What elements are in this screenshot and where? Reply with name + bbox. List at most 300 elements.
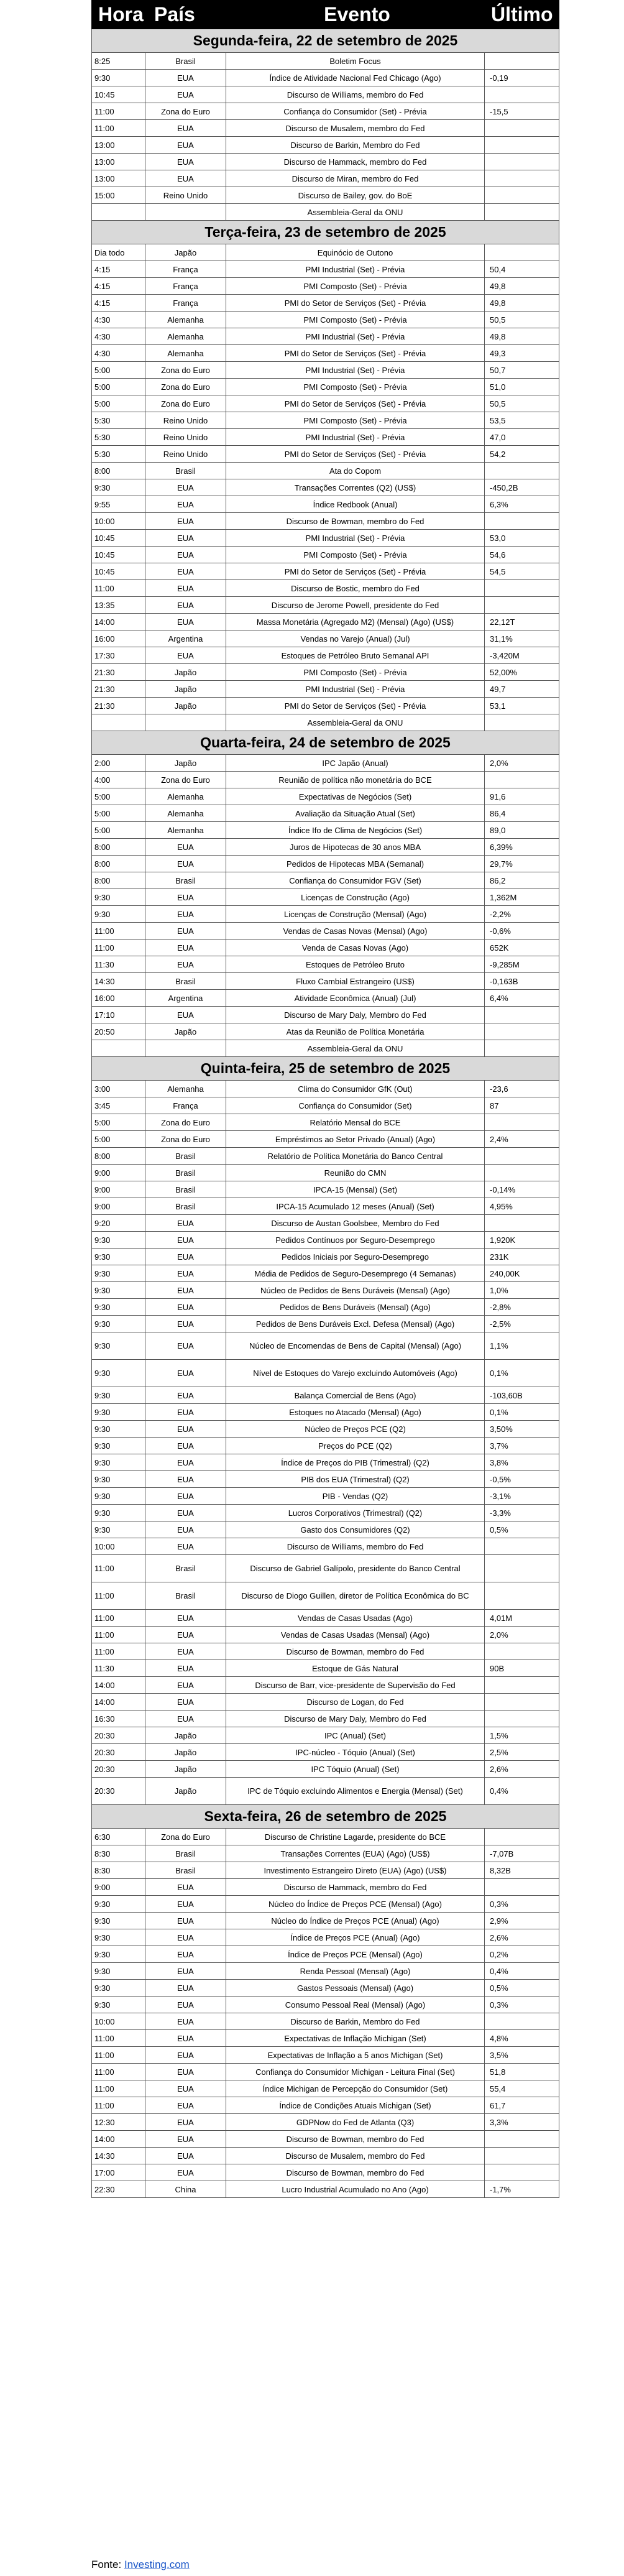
event-country: Brasil [145, 1862, 226, 1879]
event-row [92, 939, 559, 956]
event-row [92, 1040, 559, 1057]
event-row [92, 2164, 559, 2181]
event-name: IPCA-15 (Mensal) (Set) [226, 1181, 485, 1198]
event-row [92, 2148, 559, 2164]
economic-calendar-table [91, 0, 559, 2198]
event-name: PMI Industrial (Set) - Prévia [226, 429, 485, 446]
event-time: 17:10 [92, 1007, 145, 1023]
event-time [92, 204, 145, 221]
event-name: PMI Composto (Set) - Prévia [226, 664, 485, 681]
event-last-value: 49,7 [485, 681, 559, 698]
event-time: 4:30 [92, 312, 145, 328]
event-row [92, 204, 559, 221]
event-country: EUA [145, 1610, 226, 1627]
event-name: Transações Correntes (Q2) (US$) [226, 479, 485, 496]
event-country: Japão [145, 1761, 226, 1778]
event-last-value: 2,6% [485, 1761, 559, 1778]
event-last-value [485, 1677, 559, 1694]
event-row [92, 2114, 559, 2131]
event-time: 8:00 [92, 856, 145, 872]
event-time: 11:00 [92, 939, 145, 956]
event-name: Assembleia-Geral da ONU [226, 714, 485, 731]
event-time: 13:35 [92, 597, 145, 614]
event-time: 5:30 [92, 446, 145, 463]
event-row [92, 312, 559, 328]
event-row [92, 1555, 559, 1582]
event-last-value: 51,8 [485, 2064, 559, 2080]
event-last-value: 0,4% [485, 1963, 559, 1980]
event-time: 3:45 [92, 1097, 145, 1114]
event-country: EUA [145, 1265, 226, 1282]
event-name: Núcleo do Índice de Preços PCE (Anual) (Ago) [226, 1913, 485, 1929]
event-country: EUA [145, 170, 226, 187]
event-time: 11:00 [92, 1627, 145, 1643]
event-last-value [485, 580, 559, 597]
event-country: Japão [145, 755, 226, 772]
event-row [92, 1778, 559, 1805]
event-last-value [485, 1710, 559, 1727]
event-time: 3:00 [92, 1081, 145, 1097]
event-last-value: 31,1% [485, 630, 559, 647]
event-row [92, 2131, 559, 2148]
event-last-value: 89,0 [485, 822, 559, 839]
event-row [92, 429, 559, 446]
event-name: Núcleo de Preços PCE (Q2) [226, 1421, 485, 1438]
event-last-value: 3,50% [485, 1421, 559, 1438]
event-row [92, 664, 559, 681]
event-country: Alemanha [145, 788, 226, 805]
event-last-value: -0,14% [485, 1181, 559, 1198]
event-last-value: -2,2% [485, 906, 559, 923]
event-last-value [485, 137, 559, 154]
event-last-value [485, 2164, 559, 2181]
event-name: Discurso de Bowman, membro do Fed [226, 513, 485, 530]
event-time: 6:30 [92, 1829, 145, 1845]
event-row [92, 822, 559, 839]
event-country: Alemanha [145, 1081, 226, 1097]
event-row [92, 872, 559, 889]
event-name: Discurso de Musalem, membro do Fed [226, 120, 485, 137]
event-country [145, 1040, 226, 1057]
event-row [92, 1215, 559, 1232]
event-time: 8:00 [92, 839, 145, 856]
event-name: PMI Industrial (Set) - Prévia [226, 530, 485, 547]
event-name: Pedidos de Hipotecas MBA (Semanal) [226, 856, 485, 872]
event-row [92, 772, 559, 788]
event-row [92, 1627, 559, 1643]
event-name: Discurso de Bowman, membro do Fed [226, 1643, 485, 1660]
event-last-value [485, 714, 559, 731]
event-time: 5:00 [92, 1114, 145, 1131]
event-country: EUA [145, 1387, 226, 1404]
event-row [92, 1198, 559, 1215]
event-country: França [145, 278, 226, 295]
event-row [92, 2030, 559, 2047]
event-last-value: 49,8 [485, 278, 559, 295]
event-name: Discurso de Bowman, membro do Fed [226, 2131, 485, 2148]
event-last-value: 51,0 [485, 379, 559, 395]
event-time: 9:30 [92, 1521, 145, 1538]
event-time: 14:30 [92, 973, 145, 990]
event-row [92, 1332, 559, 1360]
event-row [92, 2097, 559, 2114]
event-name: Discurso de Barkin, Membro do Fed [226, 2013, 485, 2030]
event-time: 14:00 [92, 2131, 145, 2148]
event-name: Discurso de Barr, vice-presidente de Supervisão do Fed [226, 1677, 485, 1694]
event-name: Preços do PCE (Q2) [226, 1438, 485, 1454]
day-title: Terça-feira, 23 de setembro de 2025 [92, 221, 559, 244]
event-country: EUA [145, 1232, 226, 1249]
event-time: 9:30 [92, 1471, 145, 1488]
event-last-value: -15,5 [485, 103, 559, 120]
event-row [92, 990, 559, 1007]
event-row [92, 580, 559, 597]
event-row [92, 295, 559, 312]
event-time: 13:00 [92, 154, 145, 170]
event-last-value: 1,1% [485, 1332, 559, 1360]
event-time: 20:50 [92, 1023, 145, 1040]
event-row [92, 530, 559, 547]
event-name: Discurso de Miran, membro do Fed [226, 170, 485, 187]
event-country: EUA [145, 86, 226, 103]
event-time: 14:00 [92, 614, 145, 630]
event-time: 5:00 [92, 1131, 145, 1148]
event-row [92, 137, 559, 154]
event-time: 9:30 [92, 1299, 145, 1316]
event-row [92, 1181, 559, 1198]
event-row [92, 103, 559, 120]
event-last-value: 29,7% [485, 856, 559, 872]
event-time: 11:00 [92, 2030, 145, 2047]
event-last-value: 1,920K [485, 1232, 559, 1249]
event-last-value [485, 1555, 559, 1582]
event-name: Atas da Reunião de Política Monetária [226, 1023, 485, 1040]
event-time: 10:45 [92, 547, 145, 563]
event-row [92, 1007, 559, 1023]
event-last-value: 53,1 [485, 698, 559, 714]
event-last-value: 22,12T [485, 614, 559, 630]
event-last-value: 54,6 [485, 547, 559, 563]
event-name: PMI Composto (Set) - Prévia [226, 379, 485, 395]
event-name: Discurso de Diogo Guillen, diretor de Política Econômica do BC [226, 1582, 485, 1610]
event-row [92, 1471, 559, 1488]
event-time: 9:30 [92, 1360, 145, 1387]
event-name: Discurso de Bailey, gov. do BoE [226, 187, 485, 204]
event-last-value: 2,0% [485, 755, 559, 772]
event-time: 20:30 [92, 1778, 145, 1805]
event-country: EUA [145, 2164, 226, 2181]
event-last-value: 61,7 [485, 2097, 559, 2114]
event-last-value: 4,01M [485, 1610, 559, 1627]
event-last-value: 50,7 [485, 362, 559, 379]
event-country: EUA [145, 2013, 226, 2030]
event-time: 9:30 [92, 70, 145, 86]
event-last-value: -3,3% [485, 1505, 559, 1521]
event-name: Consumo Pessoal Real (Mensal) (Ago) [226, 1997, 485, 2013]
event-country: EUA [145, 956, 226, 973]
event-row [92, 1282, 559, 1299]
event-time: 11:00 [92, 2080, 145, 2097]
event-country: EUA [145, 597, 226, 614]
event-time: 15:00 [92, 187, 145, 204]
event-row [92, 647, 559, 664]
event-row [92, 1249, 559, 1265]
event-country: EUA [145, 2097, 226, 2114]
event-row [92, 412, 559, 429]
event-name: Discurso de Williams, membro do Fed [226, 86, 485, 103]
event-country: França [145, 295, 226, 312]
event-name: Reunião do CMN [226, 1165, 485, 1181]
event-time: 10:45 [92, 563, 145, 580]
event-name: Discurso de Bowman, membro do Fed [226, 2164, 485, 2181]
event-country: Alemanha [145, 822, 226, 839]
event-time: 21:30 [92, 698, 145, 714]
event-name: Discurso de Mary Daly, Membro do Fed [226, 1710, 485, 1727]
event-name: Discurso de Jerome Powell, presidente do Fed [226, 597, 485, 614]
event-country: EUA [145, 547, 226, 563]
day-header-row [92, 731, 559, 755]
event-time: 9:30 [92, 1265, 145, 1282]
event-row [92, 1896, 559, 1913]
event-last-value [485, 513, 559, 530]
event-last-value: 52,00% [485, 664, 559, 681]
event-country: EUA [145, 1316, 226, 1332]
event-name: Vendas de Casas Usadas (Ago) [226, 1610, 485, 1627]
event-country: Japão [145, 1727, 226, 1744]
event-last-value: -0,5% [485, 1471, 559, 1488]
event-last-value [485, 53, 559, 70]
event-row [92, 187, 559, 204]
event-time: 9:30 [92, 1282, 145, 1299]
event-time: 5:00 [92, 362, 145, 379]
event-country: EUA [145, 2080, 226, 2097]
event-last-value [485, 1643, 559, 1660]
event-time: 8:00 [92, 1148, 145, 1165]
event-country: Zona do Euro [145, 379, 226, 395]
event-country: EUA [145, 70, 226, 86]
event-row [92, 856, 559, 872]
event-last-value: -23,6 [485, 1081, 559, 1097]
event-country: EUA [145, 939, 226, 956]
day-header-row [92, 221, 559, 244]
event-time: 9:00 [92, 1165, 145, 1181]
event-name: Discurso de Hammack, membro do Fed [226, 1879, 485, 1896]
event-time: 9:30 [92, 1316, 145, 1332]
header-pais: País [145, 1, 226, 29]
event-row [92, 1114, 559, 1131]
event-time: 11:00 [92, 1610, 145, 1627]
event-row [92, 1997, 559, 2013]
event-time: 8:25 [92, 53, 145, 70]
event-country: Brasil [145, 1555, 226, 1582]
event-row [92, 1299, 559, 1316]
event-row [92, 328, 559, 345]
event-time: 4:30 [92, 328, 145, 345]
header-evento: Evento [226, 1, 485, 29]
event-country: Japão [145, 244, 226, 261]
event-time: 21:30 [92, 681, 145, 698]
event-name: PIB - Vendas (Q2) [226, 1488, 485, 1505]
day-title: Segunda-feira, 22 de setembro de 2025 [92, 29, 559, 53]
event-name: Lucro Industrial Acumulado no Ano (Ago) [226, 2181, 485, 2198]
event-name: Licenças de Construção (Mensal) (Ago) [226, 906, 485, 923]
event-country: EUA [145, 2114, 226, 2131]
event-last-value [485, 1007, 559, 1023]
event-country: EUA [145, 1627, 226, 1643]
event-row [92, 1232, 559, 1249]
event-name: Ata do Copom [226, 463, 485, 479]
event-country: EUA [145, 1710, 226, 1727]
event-last-value: -0,19 [485, 70, 559, 86]
event-name: PMI Composto (Set) - Prévia [226, 547, 485, 563]
event-time: 20:30 [92, 1761, 145, 1778]
event-name: Relatório Mensal do BCE [226, 1114, 485, 1131]
event-last-value: -0,163B [485, 973, 559, 990]
event-row [92, 1165, 559, 1181]
event-name: PMI Industrial (Set) - Prévia [226, 362, 485, 379]
event-country: EUA [145, 1007, 226, 1023]
event-last-value [485, 86, 559, 103]
event-row [92, 1023, 559, 1040]
event-name: PMI Industrial (Set) - Prévia [226, 261, 485, 278]
event-row [92, 1610, 559, 1627]
event-name: Vendas de Casas Usadas (Mensal) (Ago) [226, 1627, 485, 1643]
event-last-value [485, 187, 559, 204]
event-row [92, 839, 559, 856]
event-last-value [485, 772, 559, 788]
event-name: Equinócio de Outono [226, 244, 485, 261]
event-name: PMI do Setor de Serviços (Set) - Prévia [226, 698, 485, 714]
event-country: EUA [145, 137, 226, 154]
event-last-value [485, 1148, 559, 1165]
event-last-value [485, 2131, 559, 2148]
event-last-value: 3,8% [485, 1454, 559, 1471]
event-row [92, 1727, 559, 1744]
event-time: 9:30 [92, 1438, 145, 1454]
event-name: PIB dos EUA (Trimestral) (Q2) [226, 1471, 485, 1488]
event-country: EUA [145, 1454, 226, 1471]
event-name: Balança Comercial de Bens (Ago) [226, 1387, 485, 1404]
event-time: 9:55 [92, 496, 145, 513]
event-row [92, 120, 559, 137]
event-last-value: 1,362M [485, 889, 559, 906]
event-row [92, 395, 559, 412]
event-name: Estoques de Petróleo Bruto Semanal API [226, 647, 485, 664]
event-country: EUA [145, 530, 226, 547]
event-row [92, 1946, 559, 1963]
event-time: 9:30 [92, 1387, 145, 1404]
event-name: Índice Michigan de Percepção do Consumidor (Set) [226, 2080, 485, 2097]
event-name: Fluxo Cambial Estrangeiro (US$) [226, 973, 485, 990]
event-country: EUA [145, 1332, 226, 1360]
event-row [92, 1131, 559, 1148]
event-last-value: 1,5% [485, 1727, 559, 1744]
event-time: 4:30 [92, 345, 145, 362]
event-country: Reino Unido [145, 187, 226, 204]
event-country: EUA [145, 1677, 226, 1694]
event-country: China [145, 2181, 226, 2198]
event-name: IPC Tóquio (Anual) (Set) [226, 1761, 485, 1778]
event-last-value: 53,0 [485, 530, 559, 547]
event-country: EUA [145, 1929, 226, 1946]
event-name: Discurso de Mary Daly, Membro do Fed [226, 1007, 485, 1023]
event-last-value: 87 [485, 1097, 559, 1114]
event-time: 9:30 [92, 906, 145, 923]
event-row [92, 1454, 559, 1471]
event-row [92, 2181, 559, 2198]
event-country: EUA [145, 1963, 226, 1980]
event-row [92, 1660, 559, 1677]
event-time: 9:00 [92, 1879, 145, 1896]
event-country: EUA [145, 647, 226, 664]
event-time: 11:00 [92, 1643, 145, 1660]
event-last-value [485, 1215, 559, 1232]
event-time: 20:30 [92, 1727, 145, 1744]
event-time: 8:30 [92, 1862, 145, 1879]
event-country: Brasil [145, 1845, 226, 1862]
event-last-value: -7,07B [485, 1845, 559, 1862]
event-time [92, 1040, 145, 1057]
event-country: EUA [145, 1438, 226, 1454]
event-time: 5:30 [92, 429, 145, 446]
event-name: Índice de Condições Atuais Michigan (Set) [226, 2097, 485, 2114]
event-row [92, 698, 559, 714]
event-name: Estoque de Gás Natural [226, 1660, 485, 1677]
event-time: 9:30 [92, 1488, 145, 1505]
event-row [92, 1913, 559, 1929]
event-country: Reino Unido [145, 446, 226, 463]
event-name: PMI Industrial (Set) - Prévia [226, 328, 485, 345]
event-name: Núcleo de Encomendas de Bens de Capital (Mensal) (Ago) [226, 1332, 485, 1360]
day-header-row [92, 29, 559, 53]
event-country: Zona do Euro [145, 395, 226, 412]
event-time: 16:00 [92, 630, 145, 647]
event-last-value: 49,8 [485, 328, 559, 345]
event-last-value: 49,8 [485, 295, 559, 312]
event-row [92, 630, 559, 647]
event-name: Índice Ifo de Clima de Negócios (Set) [226, 822, 485, 839]
event-country: Reino Unido [145, 412, 226, 429]
event-last-value: 6,3% [485, 496, 559, 513]
event-country: EUA [145, 906, 226, 923]
source-link[interactable]: Investing.com [124, 2559, 190, 2570]
event-country: EUA [145, 2148, 226, 2164]
event-row [92, 2013, 559, 2030]
event-time: 9:30 [92, 1963, 145, 1980]
event-country: EUA [145, 1488, 226, 1505]
event-country: Brasil [145, 1582, 226, 1610]
event-time: 11:30 [92, 1660, 145, 1677]
event-last-value: 86,2 [485, 872, 559, 889]
event-name: PMI do Setor de Serviços (Set) - Prévia [226, 295, 485, 312]
event-last-value: 0,5% [485, 1980, 559, 1997]
event-last-value: -2,5% [485, 1316, 559, 1332]
event-country: Japão [145, 1023, 226, 1040]
event-country: EUA [145, 1913, 226, 1929]
event-last-value: -2,8% [485, 1299, 559, 1316]
event-row [92, 379, 559, 395]
event-row [92, 597, 559, 614]
event-last-value: 53,5 [485, 412, 559, 429]
event-last-value [485, 1879, 559, 1896]
event-time: 10:45 [92, 530, 145, 547]
event-row [92, 788, 559, 805]
event-time: 9:30 [92, 1913, 145, 1929]
event-country: EUA [145, 2047, 226, 2064]
event-last-value: 652K [485, 939, 559, 956]
event-row [92, 1963, 559, 1980]
event-name: Clima do Consumidor GfK (Out) [226, 1081, 485, 1097]
